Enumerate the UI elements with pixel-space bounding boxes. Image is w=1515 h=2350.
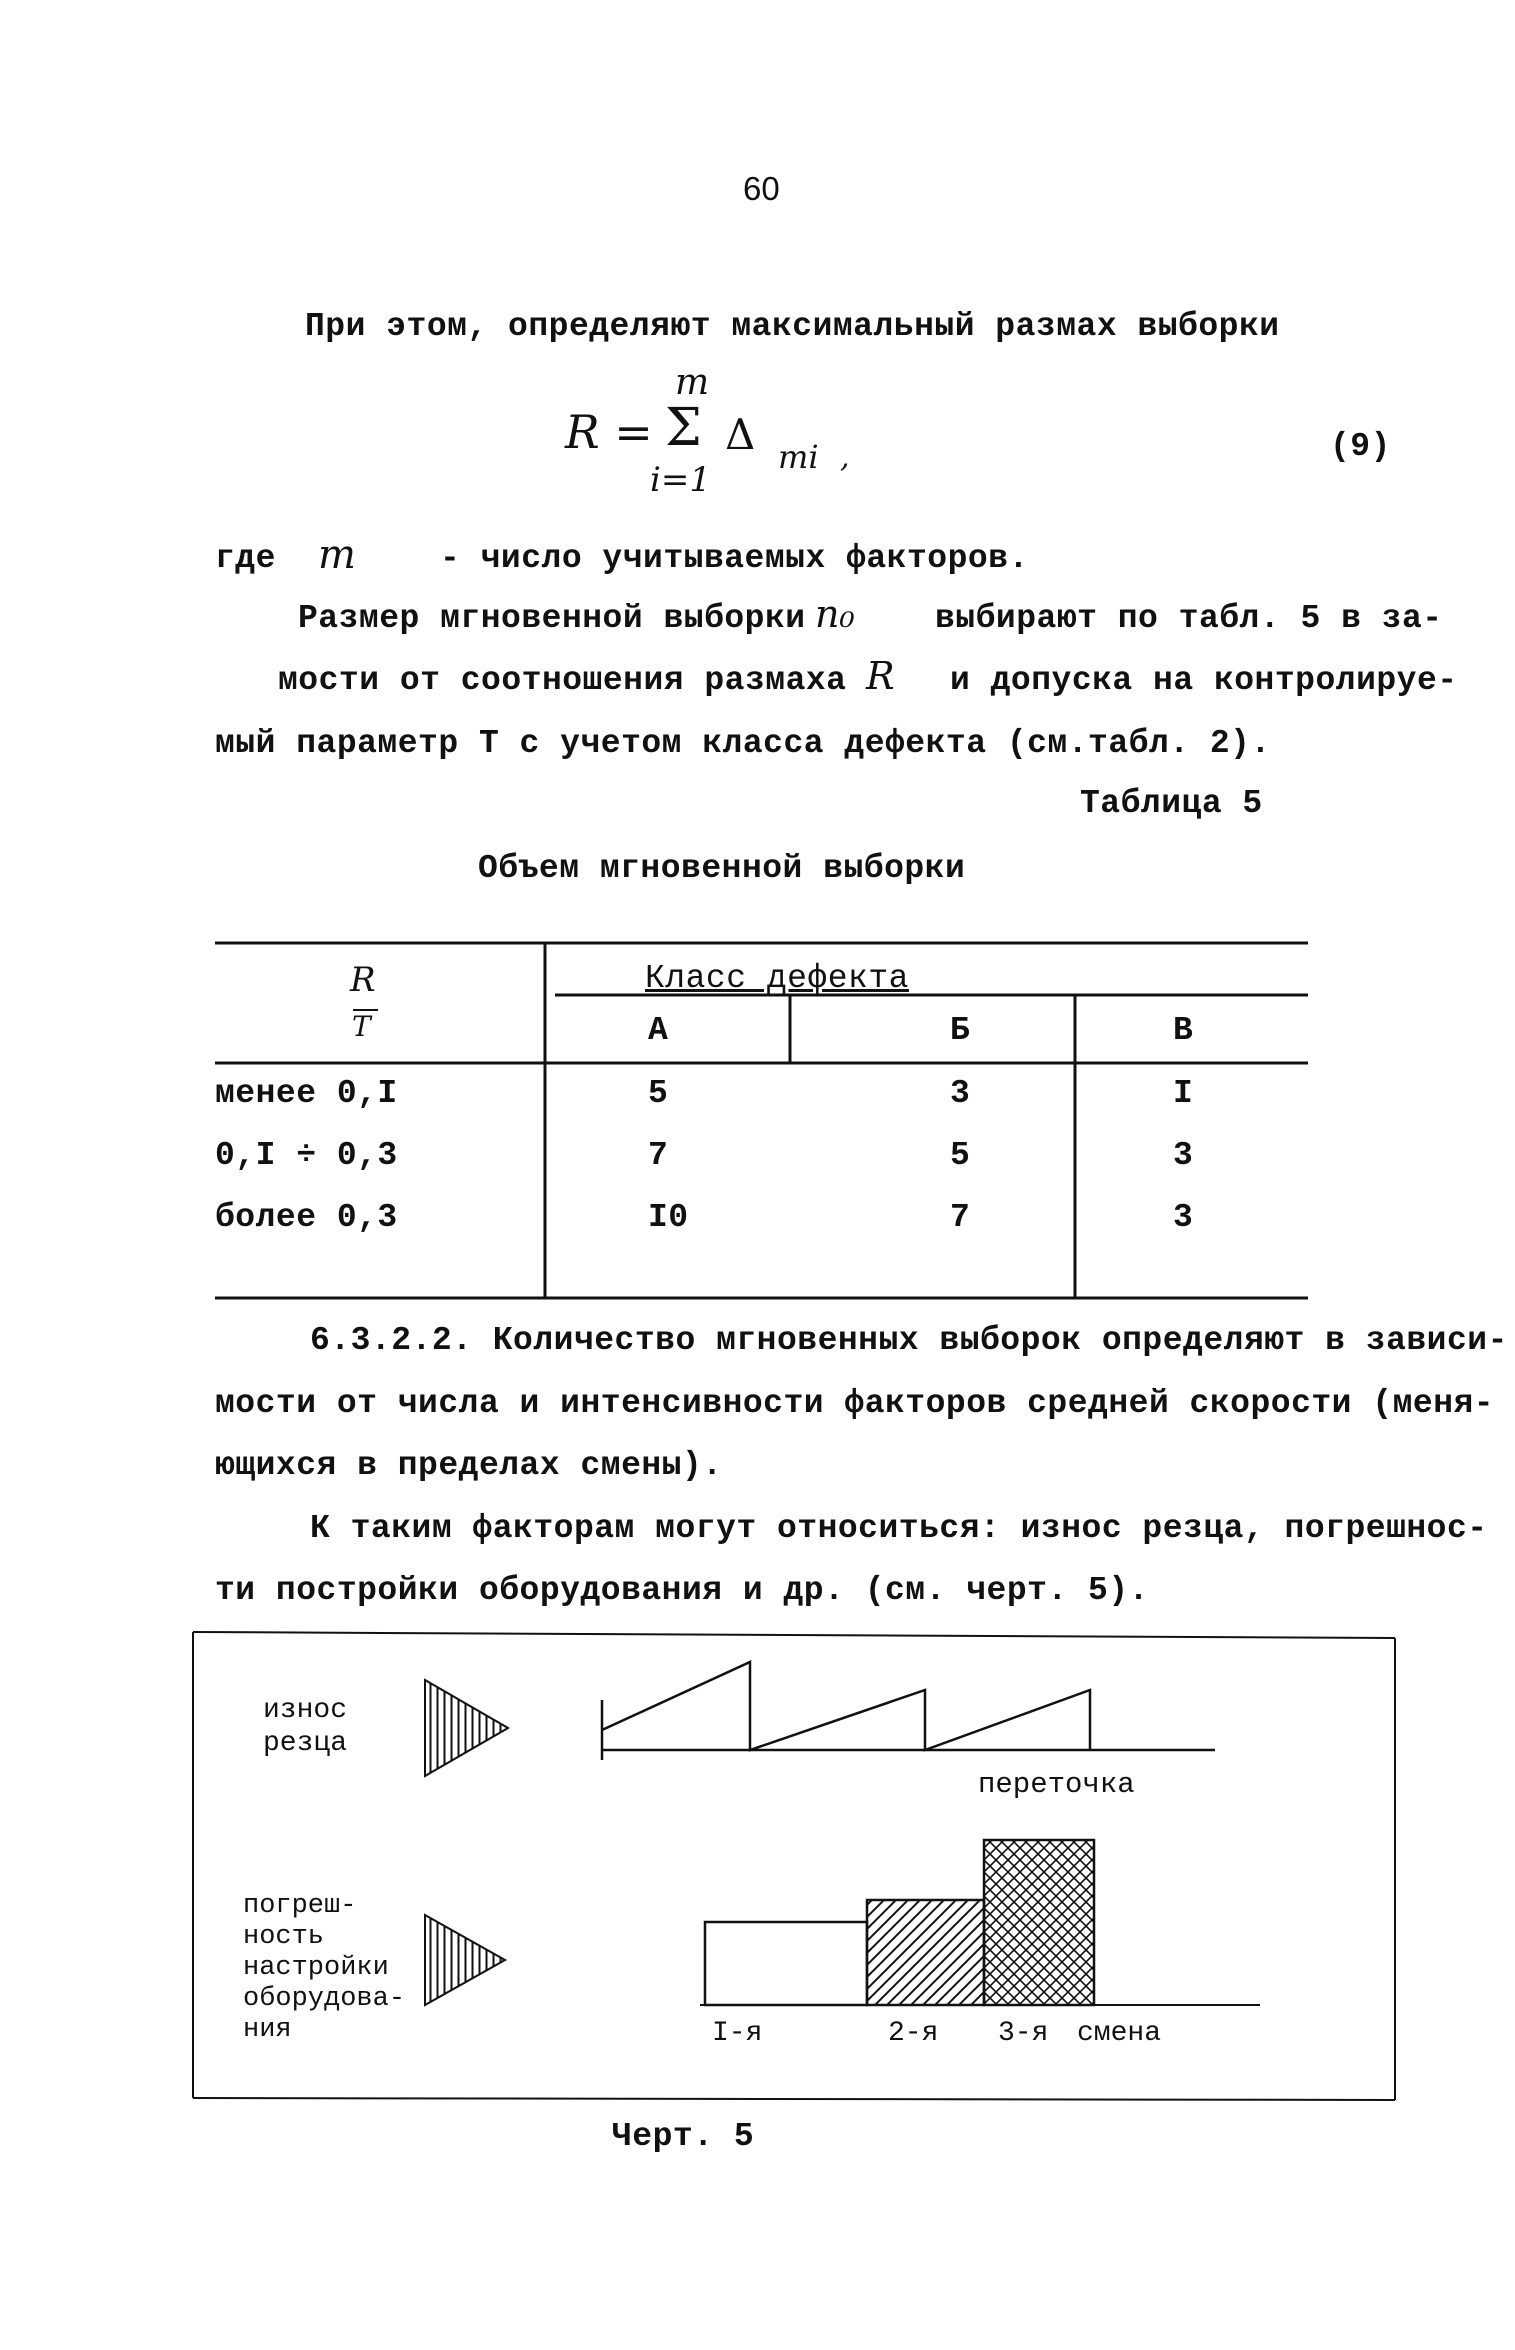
- wear-label-line1: износ: [263, 1695, 348, 1726]
- table-label: Таблица 5: [1080, 785, 1263, 822]
- table-cell: 7: [648, 1137, 669, 1174]
- shift-1-bar: [705, 1922, 867, 2005]
- table-cell: I0: [648, 1199, 689, 1236]
- setup-label-line3: настройки: [243, 1953, 389, 1983]
- para2-line2: мости от числа и интенсивности факторов средней скорости (меня-: [215, 1385, 1495, 1422]
- para3-line2: ти постройки оборудования и др. (см. черт. 5).: [215, 1572, 1149, 1609]
- wear-triangle-icon: [425, 1680, 508, 1776]
- table-col-b: Б: [950, 1012, 971, 1049]
- formula-lhs: R =: [565, 405, 653, 459]
- formula-lower-limit: i=1: [650, 460, 711, 500]
- table-cell: 5: [648, 1075, 669, 1112]
- table-col-a: A: [648, 1012, 669, 1049]
- table-ratio-denominator: T: [352, 1010, 371, 1043]
- table-row-label: 0,I ÷ 0,3: [215, 1137, 398, 1174]
- formula-sigma: Σ: [665, 398, 702, 458]
- page-number: 60: [743, 170, 780, 207]
- intro-text: При этом, определяют максимальный размах выборки: [305, 308, 1280, 345]
- wear-label-line2: резца: [263, 1728, 348, 1759]
- table-row-label: менее 0,I: [215, 1075, 398, 1112]
- formula-comma: ,: [840, 440, 850, 475]
- table-cell: I: [1173, 1075, 1194, 1112]
- para1-line2b: и допуска на контролируе-: [950, 662, 1458, 699]
- para2-line1: 6.3.2.2. Количество мгновенных выборок определяют в зависи-: [310, 1322, 1508, 1359]
- table-cell: 3: [950, 1075, 971, 1112]
- shift-3-label: 3-я: [998, 2018, 1049, 2049]
- regrind-label: переточка: [978, 1768, 1135, 1801]
- wear-sawtooth: [602, 1662, 1215, 1760]
- formula-delta: Δ: [725, 410, 756, 459]
- shift-2-bar: [867, 1900, 984, 2005]
- shift-word-label: смена: [1077, 2018, 1162, 2049]
- where-text: - число учитываемых факторов.: [440, 540, 1029, 577]
- table-group-header: Класс дефекта: [645, 960, 909, 997]
- table-cell: 5: [950, 1137, 971, 1174]
- where-word: где: [215, 540, 276, 577]
- shift-3-bar: [984, 1840, 1094, 2005]
- para1-line2a: мости от соотношения размаха: [278, 662, 847, 699]
- setup-label-line1: погреш-: [243, 1891, 357, 1921]
- formula-number: (9): [1330, 428, 1391, 465]
- table-col-v: B: [1173, 1012, 1194, 1049]
- table-ratio-numerator: R: [350, 960, 376, 1000]
- para1-line3: мый параметр T с учетом класса дефекта (см.табл. 2).: [215, 725, 1271, 762]
- para1-line1a: Размер мгновенной выборки: [298, 600, 806, 637]
- setup-label-line5: ния: [243, 2015, 292, 2045]
- where-symbol: m: [318, 532, 356, 578]
- para1-line1b: выбирают по табл. 5 в за-: [935, 600, 1443, 637]
- table-cell: 3: [1173, 1199, 1194, 1236]
- para1-symbol-n0: n₀: [815, 592, 855, 636]
- setup-triangle-icon: [425, 1915, 505, 2005]
- table-row-label: более 0,3: [215, 1199, 398, 1236]
- shift-1-label: I-я: [712, 2018, 763, 2049]
- para3-line1: К таким факторам могут относиться: износ резца, погрешнос-: [310, 1510, 1488, 1547]
- shift-2-label: 2-я: [888, 2018, 939, 2049]
- table-title: Объем мгновенной выборки: [478, 850, 966, 887]
- table-cell: 7: [950, 1199, 971, 1236]
- formula-subscript: mi: [778, 438, 819, 476]
- para1-symbol-r: R: [866, 654, 895, 698]
- para2-line3: ющихся в пределах смены).: [215, 1447, 723, 1484]
- setup-label-line4: оборудова-: [243, 1984, 406, 2014]
- table-cell: 3: [1173, 1137, 1194, 1174]
- setup-label-line2: ность: [243, 1922, 325, 1952]
- figure-caption: Черт. 5: [612, 2118, 755, 2155]
- figure-frame: [193, 1632, 1395, 2100]
- formula-upper-limit: m: [675, 362, 710, 403]
